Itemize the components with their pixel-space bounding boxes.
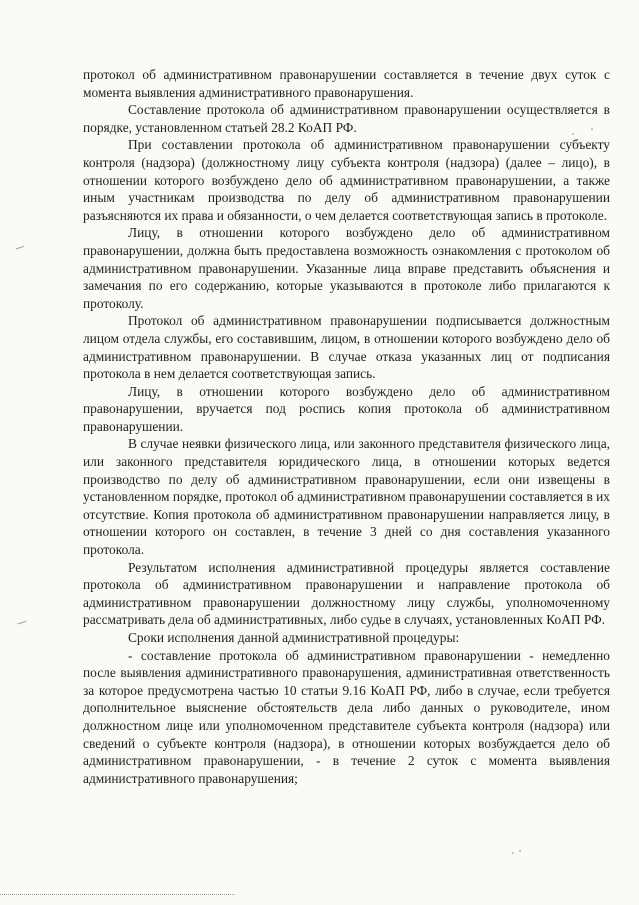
paragraph-3: При составлении протокола об административном правонарушении субъекту контроля (надзора) (должностному лицу субъекта контроля (надзора) (далее – лицо), в отношении которого возбуждено дело об административном правонарушении, а также иным участникам производства по делу об административном правонарушении разъясняются их права и обязанности, о чем делается соответствующая запись в протоколе.: [83, 137, 610, 223]
scan-speck: [591, 128, 593, 130]
paragraph-5: Протокол об административном правонарушении подписывается должностным лицом отдела службы, его составившим, лицом, в отношении которого возбуждено дело об административном правонарушении. В случае отказа указанных лиц от подписания протокола в нем делается соответствующая запись.: [83, 313, 610, 382]
scan-mark: [18, 621, 28, 628]
paragraph-7: В случае неявки физического лица, или законного представителя физического лица, или законного представителя юридического лица, в отношении которых ведется производство по делу об административном правонарушении, если они извещены в установленном порядке, протокол об административном правонарушении составляется в их отсутствие. Копия протокола об административном правонарушении направляется лицу, в отношении которого он составлен, в течение 3 дней со дня составления указанного протокола.: [83, 436, 610, 558]
paragraph-1: протокол об административном правонарушении составляется в течение двух суток с момента выявления административного правонарушения.: [83, 67, 610, 100]
scan-bottom-edge: [0, 894, 235, 895]
paragraph-4: Лицу, в отношении которого возбуждено дело об административном правонарушении, должна быть предоставлена возможность ознакомления с протоколом об административном правонарушении. Указанные лица вправе представить объяснения и замечания по его содержанию, которые указываются в протоколе либо прилагаются к протоколу.: [83, 225, 610, 311]
scan-speck: [519, 850, 521, 852]
paragraph-9: Сроки исполнения данной административной процедуры:: [128, 630, 460, 645]
paragraph-8: Результатом исполнения административной процедуры является составление протокола об административном правонарушении и направление протокола об административном правонарушении должностному лицу службы, уполномоченному рассматривать дела об административных, либо судье в случаях, установленных КоАП РФ.: [83, 559, 610, 628]
paragraph-6: Лицу, в отношении которого возбуждено дело об административном правонарушении, вручается под роспись копия протокола об административном правонарушении.: [83, 383, 610, 434]
document-body: [83, 66, 610, 787]
scan-mark: [16, 246, 26, 253]
scan-speck: [512, 852, 514, 854]
paragraph-10: - составление протокола об административном правонарушении - немедленно после выявления административного правонарушения, административная ответственность за которое предусмотрена частью 10 статьи 9.16 КоАП РФ, либо в случае, если требуется дополнительное выяснение обстоятельств дела либо данных о руководителе, ином должностном лице или уполномоченном представителе субъекта контроля (надзора) или сведений о субъекте контроля (надзора), в отношении которых возбуждается дело об административном правонарушении, - в течение 2 суток с момента выявления административного правонарушения;: [83, 647, 610, 786]
paragraph-2: Составление протокола об административном правонарушении осуществляется в порядке, установленном статьей 28.2 КоАП РФ.: [83, 102, 610, 135]
scan-speck: [572, 133, 574, 135]
